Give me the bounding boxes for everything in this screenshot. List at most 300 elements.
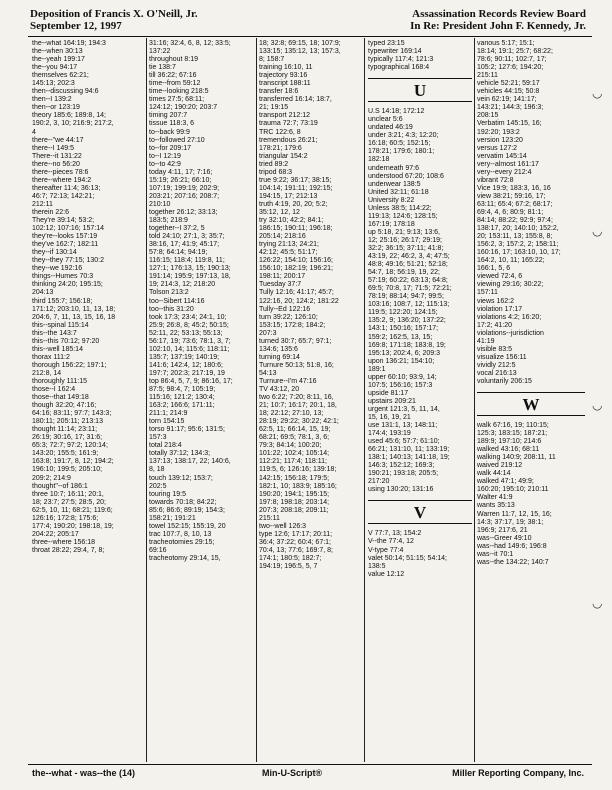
index-entry: timing 207:7 [149,112,188,120]
footer-brand: Min-U-Script® [262,768,323,778]
index-entry: 194:15, 17; 212:13 [259,192,318,200]
index-entry: tracheotomy 29:14, 15, [149,555,221,562]
index-entry: underneath 97:6 [368,164,419,172]
index-entry: thorax 111:2 [32,353,70,361]
index-entry: 158:21; 191:21 [149,514,196,522]
index-entry: 125:3; 183:15; 187:21; [477,430,548,438]
index-entry: transcript 188:11 [259,80,311,88]
index-entry: views 162:2 [477,297,514,305]
index-entry: 207:3; 208:18; 209:11; [259,506,329,514]
index-entry: 21; 19:15 [259,104,289,112]
index-entry: to--I 12:19 [149,152,181,160]
index-entry: transport 212:12 [259,112,310,120]
index-entry: 35:12, 12, 12 [259,208,300,216]
index-entry: 26:19; 30:16, 17; 31:6; [32,434,103,442]
index-entry: unclear 5:6 [368,116,403,124]
index-entry: 15, 16, 19, 21 [368,413,411,421]
index-entry: 197:8; 198:18; 203:14; [259,498,330,506]
index-entry: 66:21; 131:10, 11; 133:19; [368,446,450,454]
index-entry: 103:16; 108:7, 12; 115:13; [368,301,450,309]
index-entry: 194:19; 196:5, 5, 7 [259,563,318,571]
index-entry: 157:11 [477,289,498,297]
index-entry: typewriter 169:14 [368,48,422,56]
index-entry: 190:2, 3, 10; 216:9; 217:2, [32,120,114,128]
index-entry: 137:22 [149,48,171,56]
index-entry: 143:20; 155:5; 161:9; [32,450,99,458]
index-entry: 177:4; 190:20; 198:18, 19; [32,522,114,530]
index-entry: 12; 25:16; 26:17; 29:19; [368,236,442,244]
index-entry: 197:7; 202:3; 217:19, 19 [149,369,225,377]
index-entry: 210:10 [149,200,171,208]
index-entry: 135:7; 137:19; 140:19; [149,353,220,361]
deposition-title: Deposition of Francis X. O'Neill, Jr. [30,8,198,20]
index-entry: thereafter 11:4; 36:13; [32,184,101,192]
index-entry: waived 219:12 [477,462,523,470]
index-entry: upstairs 209:21 [368,397,416,405]
index-entry: thought"--of 186:1 [32,482,88,490]
index-entry: 207:3 [259,329,277,337]
index-entry: there--no 56:20 [32,160,80,168]
index-entry: turned 30:7; 65:7; 97:1; [259,337,332,345]
index-entry: 138:17, 20; 140:10; 152:2, [477,225,559,233]
index-entry: vehicle 52:21; 59:17 [477,80,540,88]
index-entry: thorough 156:22; 197:1; [32,361,107,369]
index-entry: wants 35:13 [477,502,515,510]
index-entry: trajectory 93:16 [259,72,308,80]
index-entry: 65:3; 72:7; 97:2; 120:14; [32,442,108,450]
index-column-2 [149,40,255,760]
index-entry: Tuesday 37:7 [259,281,302,289]
column-divider [146,38,147,762]
index-entry: 124:12; 190:20; 203:7 [149,104,218,112]
index-entry: 126:22; 154:10; 156:16; [259,257,333,265]
index-entry: times 27:5; 68:11; [149,96,205,104]
index-entry: very--every 212:4 [477,168,532,176]
index-entry: touch 139:12; 153:7; [149,474,213,482]
index-entry: though 32:20; 47:16; [32,402,97,410]
index-entry: too--this 31:20 [149,305,194,313]
index-entry: walking 140:9; 208:11, 11 [477,454,556,462]
index-entry: 84:14; 88:22; 92:9; 97:4; [477,217,553,225]
index-entry: tie 138:7 [149,64,176,72]
index-entry: TRC 122:6, 8 [259,128,301,136]
index-column-5 [477,40,585,760]
index-entry: 87:5; 98:4, 7; 105:19; [149,386,216,394]
index-entry: Unless 38:5; 114:22; [368,204,432,212]
index-entry: throat 28:22; 29:4, 7, 8; [32,546,105,554]
index-entry: 18; 22:12; 27:10, 13; [259,410,324,418]
index-entry: violations 4:2; 16:20; [477,313,542,321]
index-entry: 57:8; 64:14; 94:19; [149,249,208,257]
index-entry: 196:9; 217:6, 21 [477,526,528,534]
margin-mark: ◡ [592,398,603,412]
index-entry: 203:21; 207:16; 208:7; [149,192,220,200]
index-entry: 102:12; 107:16; 157:14 [32,225,105,233]
index-entry: 190:21; 193:18; 205:5; [368,470,439,478]
margin-mark: ◡ [592,596,603,610]
index-entry: 212:8, 14 [32,369,62,377]
index-entry: 138:5 [368,562,386,570]
index-entry: tracheotomies 29:15; [149,538,215,546]
index-entry: 32:2; 36:15; 37:11; 41:8; [368,244,444,252]
index-entry: 54:13 [259,369,277,377]
index-entry: 190:20; 194:1; 195:15; [259,490,330,498]
index-entry: 160:16, 17; 163:10, 10, 17; [477,249,561,257]
index-entry: used 45:6; 57:7; 61:10; [368,438,440,446]
index-entry: towards 70:18; 84:22; [149,498,217,506]
index-entry: 180:11; 205:11; 213:13 [32,418,103,426]
index-entry: three--where 156:18 [32,538,96,546]
index-entry: touring 19:5 [149,490,186,498]
index-entry: tried 89:2 [259,160,289,168]
board-title: Assassination Records Review Board [412,8,586,20]
margin-mark: ◡ [592,224,603,238]
index-entry: 157:3 [149,434,167,442]
index-entry: Turnure--I'm 47:16 [259,377,317,385]
index-entry: visualize 156:11 [477,353,527,361]
index-entry: upper 60:10; 93:9, 14; [368,373,437,381]
index-entry: 156:10; 182:19; 196:21; [259,265,333,273]
index-entry: vehicles 44:15; 50:8 [477,88,540,96]
index-entry: vocal 216:13 [477,369,517,377]
index-entry: undated 46:19 [368,124,413,132]
index-entry: 21; 10:7; 16:17; 20:1, 18, [259,402,337,410]
index-entry: 211:1; 214:9 [149,410,188,418]
index-entry: University 8:22 [368,196,415,204]
index-entry: to--followed 27:10 [149,136,205,144]
index-entry: third 155:7; 156:18; [32,297,93,305]
index-entry: was--Greer 49:10 [477,534,532,542]
index-entry: 63:11; 65:4; 67:2; 68:17; [477,200,553,208]
index-entry: upon 136:21; 154:10; [368,357,435,365]
index-entry: 78:6; 90:11; 102:7, 17; [477,56,547,64]
index-entry: violations--jurisdiction [477,329,544,337]
index-entry: 46:7; 72:13; 142:21; [32,192,95,200]
index-column-1 [32,40,144,760]
index-entry: total 218:4 [149,442,182,450]
index-entry: trauma 72:7; 73:19 [259,120,318,128]
index-entry: they--we 192:16 [32,265,83,273]
index-entry: 159:2; 162:5, 13, 15; [368,333,433,341]
footer-company: Miller Reporting Company, Inc. [452,768,584,778]
index-entry: 18:14; 19:1; 25:7; 68:22; [477,48,553,56]
index-entry: 215:11 [259,514,280,522]
index-entry: 69:4, 4, 6; 80:9; 81:1; [477,208,544,216]
index-entry: viewed 72:4, 6 [477,273,523,281]
index-entry: towel 152:15; 155:19, 20 [149,522,226,530]
index-entry: typically 117:4; 121:3 [368,56,434,64]
index-entry: two--well 126:3 [259,522,307,530]
index-entry: trying 21:13; 24:21; [259,241,319,249]
index-entry: 18; 23:7; 27:5; 28:5, 20; [32,498,106,506]
index-entry: things--Humes 70:3 [32,273,94,281]
index-entry: 56:17, 19; 73:6; 78:1, 3, 7; [149,337,231,345]
index-entry: vein 62:19; 141:17; [477,96,537,104]
index-entry: They're 39:14; 53:2; [32,217,95,225]
index-entry: 52:11, 22; 53:13; 55:13; [149,329,223,337]
index-entry: urgent 121:3, 5, 11, 14, [368,405,440,413]
index-entry: 178:21; 179:6; 180:1; [368,148,435,156]
index-entry: 182:18 [368,156,390,164]
index-entry: 116:15; 118:4; 119:8, 11; [149,257,225,265]
index-entry: 191:14; 195:9; 197:13, 18, [149,273,231,281]
index-entry: 41:19 [477,337,495,345]
index-entry: voluntarily 206:15 [477,377,532,385]
index-entry: was--the 134:22; 140:7 [477,558,549,566]
index-entry: TV 43:12, 20 [259,386,300,394]
index-entry: value 12:12 [368,570,405,578]
index-entry: 167:19; 178:18 [368,220,415,228]
column-divider [256,38,257,762]
column-divider [474,38,475,762]
index-entry: 174:4; 193:19 [368,430,411,438]
index-entry: typed 23:15 [368,40,405,47]
footer-page-number: (14) [119,768,136,778]
index-entry: 119:13; 124:6; 128:15; [368,212,438,220]
index-entry: viewing 29:16; 30:22; [477,281,544,289]
index-entry: V-type 77:4 [368,546,404,554]
index-entry: 135:2, 9; 136:20; 137:22; [368,317,446,325]
index-entry: 174:1; 180:5; 182:7; [259,555,322,562]
index-entry: 31:16; 32:4, 6, 8, 12; 33:5; [149,40,231,47]
index-entry: 62:5, 11; 66:14, 15, 19; [259,426,331,434]
index-entry: 54:7, 18; 56:19, 19, 22; [368,269,441,277]
index-entry: together 26:12; 33:13; [149,208,218,216]
index-entry: United 32:11; 61:18 [368,188,429,196]
index-entry: there--"we 44:17 [32,136,84,144]
index-entry: top 86:4, 5, 7, 9; 86:16, 17; [149,377,233,385]
index-entry: turn 39:22; 126:10; [259,313,318,321]
index-entry: 171:12; 203:10, 11, 13, 18; [32,305,116,313]
index-entry: there--I 149:5 [32,144,75,152]
index-entry: 202:5 [149,482,167,490]
index-entry: 145:13; 202:3 [32,80,75,88]
index-entry: using 130:20; 131:16 [368,486,434,494]
index-entry: 28:19; 29:22; 30:22; 42:1; [259,418,339,426]
section-heading-w: W [477,392,585,416]
section-heading-u: U [368,78,472,102]
header-rule [28,36,592,37]
index-entry: 153:15; 172:8; 184:2; [259,321,326,329]
index-entry: underwear 138:5 [368,180,421,188]
index-entry: then--I 139:2 [32,96,72,104]
index-entry: type 12:6; 17:17; 20:11; [259,530,333,538]
index-entry: theory 185:6; 189:8, 14; [32,112,106,120]
index-entry: 48:8; 49:16; 51:21; 52:18; [368,261,448,269]
index-entry: those--that 149:18 [32,394,89,402]
index-entry: 138:1; 140:13; 141:18, 19; [368,454,450,462]
index-entry: took 17:3; 23:4; 24:1, 10; [149,313,227,321]
index-entry: 25:9; 26:8, 8; 45:2; 50:15; [149,321,229,329]
index-entry: to--to 42:9 [149,160,181,168]
index-entry: to--for 209:17 [149,144,192,152]
index-entry: 169:8; 171:18; 183:8, 19; [368,341,446,349]
index-entry: tremendous 26:21; [259,136,318,144]
index-entry: 143:21; 144:3; 196:3; [477,104,544,112]
index-entry: they--they 77:15; 130:2 [32,257,104,265]
index-entry: told 24:10; 27:1, 3; 35:7; [149,233,225,241]
index-entry: 42:12; 45:5; 51:17; [259,249,318,257]
index-entry: thoroughly 111:15 [32,377,88,385]
index-entry: walk 67:16, 19; 110:15; [477,422,549,430]
index-entry: thinking 24:20; 195:15; [32,281,103,289]
index-entry: two 6:22; 7:20; 8:11, 16, [259,394,334,402]
index-entry: version 123:20 [477,136,523,144]
index-entry: 69:5; 70:8, 17; 71:5; 72:21; [368,285,452,293]
index-entry: they've 162:7; 182:11 [32,241,99,249]
index-entry: 64:16; 83:11; 97:7; 143:3; [32,410,112,418]
index-entry: then--discussing 94:6 [32,88,99,96]
index-entry: till 36:22; 67:16 [149,72,197,80]
index-entry: transfer 18:6 [259,88,299,96]
index-entry: 209:2; 214:9 [32,474,71,482]
index-entry: under 3:21; 4:3; 12:20; [368,132,439,140]
index-entry: the--when 30:13 [32,48,83,56]
index-entry: to--back 99:9 [149,128,190,136]
index-entry: 119:5, 6; 126:16; 139:18; [259,466,337,474]
footer-rule [28,764,592,765]
index-entry: therein 22:6 [32,208,69,216]
index-entry: violation 17:17 [477,305,523,313]
index-entry: 217:20 [368,478,390,486]
index-entry: 198:11; 200:17 [259,273,306,281]
index-entry: 69:16 [149,546,167,554]
index-entry: then--or 123:19 [32,104,80,112]
index-entry: 204:6, 7, 11, 13, 15, 16, 18 [32,313,116,321]
index-entry: Walter 41:9 [477,494,513,502]
index-entry: this--the 143:7 [32,329,77,337]
index-entry: 183:5; 218:9 [149,217,188,225]
index-entry: There--it 131:22 [32,152,82,160]
footer-range [32,768,135,778]
index-entry: turning 69:14 [259,353,300,361]
index-entry: the--what 164:19; 194:3 [32,40,106,47]
index-entry: torn 154:15 [149,418,185,426]
index-entry: 160:20; 195:10; 210:11 [477,486,549,494]
index-entry: 137:13; 138:17, 22; 140:6, [149,458,231,466]
index-entry: try 32:10; 42:2; 84:1; [259,217,324,225]
index-entry: versus 127:2 [477,144,518,152]
index-entry: Turnure 50:13; 51:8, 16; [259,361,334,369]
index-entry: 20; 153:11, 13; 155:8, 8; [477,233,553,241]
index-column-3 [259,40,363,760]
index-entry: 133:15; 135:12, 13; 157:3, [259,48,341,56]
index-entry: 142:15; 156:18; 179:5; [259,474,330,482]
index-entry: 192:20; 193:2 [477,128,520,136]
index-entry: 115:16; 121:2; 130:4; [149,394,215,402]
index-entry: view 38:21; 59:16, 17; [477,192,546,200]
index-entry: 163:2; 166:6; 171:11; [149,402,215,410]
index-entry: various 5:17; 15:1; [477,40,535,47]
index-entry: walk 44:14 [477,470,511,478]
index-entry: V 77:7, 13; 154:2 [368,530,422,538]
index-entry: 4 [32,128,36,136]
index-entry: walked 47:1; 49:9; [477,478,534,486]
index-entry: 107:19; 199:19; 202:9; [149,184,220,192]
column-divider [364,38,365,762]
index-entry: visible 83:5 [477,345,513,353]
index-entry: 212:11 [32,200,53,208]
index-entry: Tully--Ed 122:16 [259,305,311,313]
index-column-4 [368,40,472,760]
margin-mark: ◡ [592,86,603,100]
index-entry: tripod 68:3 [259,168,293,176]
index-entry: 36:4; 37:22; 60:4; 67:1; [259,538,332,546]
index-entry: 70:4, 13; 77:6; 169:7, 8; [259,546,333,554]
footer-index-range: the--what - was--the [32,768,117,778]
index-entry: 112:21; 117:4; 118:11; [259,458,327,466]
index-entry: torso 91:17; 95:6; 131:5; [149,426,225,434]
index-entry: 119:5; 122:20; 124:15; [368,309,438,317]
index-entry: 16:18; 60:5; 152:15; [368,140,431,148]
index-entry: was--it 70:1 [477,550,514,558]
index-entry: up 5:18, 21; 9:13; 13:6, [368,228,441,236]
index-entry: trac 107:7, 8, 10, 13 [149,530,212,538]
index-entry: upside 81:17 [368,389,409,397]
index-entry: 182:1, 10; 183:9; 185:16; [259,482,337,490]
index-entry: themselves 62:21; [32,72,89,80]
index-entry: 208:15 [477,112,499,120]
index-entry: they--if 130:14 [32,249,77,257]
index-entry: very--almost 161:17 [477,160,539,168]
index-entry: 134:6; 135:6 [259,345,298,353]
header-left [30,8,198,32]
index-entry: vividly 212:5 [477,361,516,369]
deposition-date: September 12, 1997 [30,20,122,32]
index-entry: walked 43:16; 68:11 [477,446,540,454]
index-entry: 38:16, 17; 41:9; 45:17; [149,241,220,249]
section-heading-v: V [368,500,472,524]
index-entry: truth 4:19, 20, 20; 5:2; [259,200,328,208]
index-entry: vervatim 145:14 [477,152,527,160]
header-right [410,8,586,32]
index-entry: this--this 70:12; 97:20 [32,337,100,345]
index-entry: 141:6; 142:4, 12; 180:6; [149,361,223,369]
index-entry: 104:14; 191:11; 192:15; [259,184,333,192]
index-entry: three 10:7; 16:11; 20:1, [32,490,104,498]
index-entry: 143:1; 150:16; 157:17; [368,325,439,333]
index-entry: 122:16, 20; 124:2; 181:22 [259,297,339,305]
index-entry: 15:19; 26:21; 66:10; [149,176,212,184]
index-entry: totally 37:12; 134:3; [149,450,211,458]
index-entry: 164:2, 10, 11; 165:22; [477,257,545,265]
index-entry: 17:2; 41:20 [477,321,513,329]
index-entry: 189:1 [368,365,386,373]
index-entry: 189:9; 197:10; 214:6 [477,438,542,446]
index-entry: 19; 214:3, 12; 218:20 [149,281,216,289]
index-entry: thought 11:14; 23:11; [32,426,98,434]
index-entry: 57:19; 60:22; 63:13; 64:8; [368,277,448,285]
index-entry: 43:19, 22; 46:2, 3, 4; 47:5; [368,253,450,261]
index-entry: 205:14; 218:16 [259,233,306,241]
index-entry: training 16:10, 11 [259,64,313,72]
index-entry: 204:13 [32,289,54,297]
index-entry: 14:3; 37:17, 19; 38:1; [477,518,544,526]
index-entry: Tully 12:16; 41:17; 45:7; [259,289,334,297]
index-entry: 18; 32:8; 69:15, 18; 107:9; [259,40,341,47]
index-entry: 68:21; 69:5; 78:1, 3, 6; [259,434,330,442]
index-entry: use 131:1, 13; 148:11; [368,422,438,430]
index-entry: tissue 118:3, 6 [149,120,195,128]
index-entry: 101:22; 102:4; 105:14; [259,450,330,458]
index-entry: time--from 59:12 [149,80,201,88]
index-entry: there--pieces 78:6 [32,168,89,176]
index-entry: 127:1; 176:13, 15; 190:13; [149,265,231,273]
index-entry: 195:13; 202:4, 6; 209:3 [368,349,441,357]
index-entry: they're--looks 157:19 [32,233,98,241]
index-entry: valet 50:14; 51:15; 54:14; [368,554,448,562]
index-entry: Verbatim 145:15, 16; [477,120,542,128]
